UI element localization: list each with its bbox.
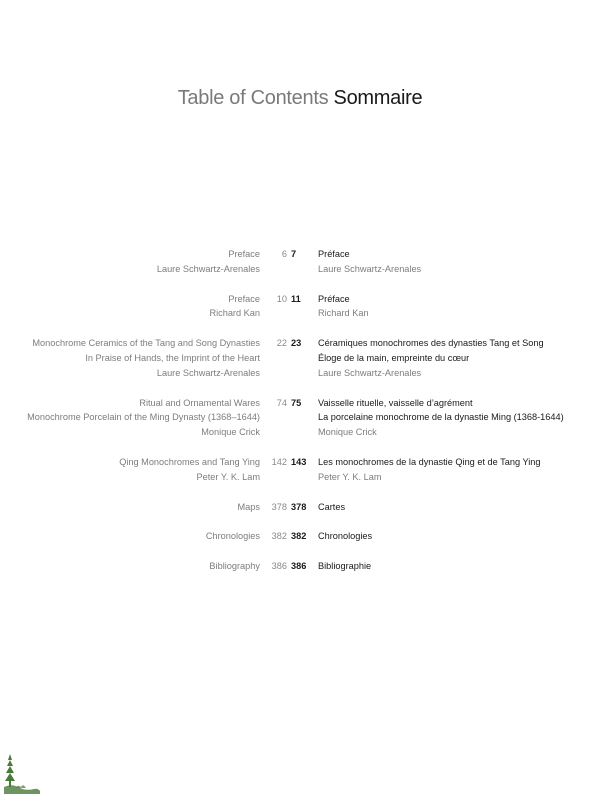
toc-entry (0, 292, 600, 322)
english-title: Preface (228, 293, 260, 304)
french-page-number: 23 (291, 338, 302, 349)
toc-entry (0, 529, 600, 544)
french-title: Céramiques monochromes des dynasties Tang et Song (318, 338, 544, 349)
toc-line (0, 425, 600, 440)
english-author: Laure Schwartz-Arenales (156, 367, 260, 378)
english-title: Monochrome Ceramics of the Tang and Song Dynasties (32, 338, 260, 349)
french-page-number: 143 (291, 456, 307, 467)
english-title: Qing Monochromes and Tang Ying (119, 456, 260, 467)
french-page-number: 7 (291, 249, 297, 259)
english-title: Monochrome Porcelain of the Ming Dynasty (1368–1644) (27, 412, 260, 423)
page-title (0, 87, 600, 110)
english-author: Monique Crick (201, 427, 260, 438)
toc-entry (0, 455, 600, 485)
toc-entry (0, 336, 600, 380)
english-page-number: 386 (271, 561, 287, 572)
french-title: Préface (318, 293, 350, 304)
english-page-number: 22 (276, 338, 287, 349)
toc-line (0, 366, 600, 381)
french-author: Peter Y. K. Lam (318, 471, 382, 482)
english-page-number: 142 (271, 456, 287, 467)
english-title: Bibliography (209, 561, 260, 572)
french-page-number: 378 (291, 501, 307, 512)
french-title: Chronologies (318, 531, 373, 542)
french-title: Les monochromes de la dynastie Qing et de Tang Ying (318, 456, 541, 467)
toc-entry (0, 247, 600, 277)
title-french: Sommaire (333, 87, 423, 109)
english-author: Laure Schwartz-Arenales (156, 263, 260, 274)
french-page-number: 382 (291, 531, 307, 542)
toc-line (0, 500, 600, 515)
french-page-number: 11 (291, 293, 301, 304)
french-author: Laure Schwartz-Arenales (318, 367, 422, 378)
title-english: Table of Contents (177, 87, 329, 109)
toc-line (0, 529, 600, 544)
toc-line (0, 410, 600, 425)
toc-line (0, 396, 600, 411)
english-author: Richard Kan (209, 308, 260, 319)
toc-line (0, 470, 600, 485)
toc-line (0, 306, 600, 321)
toc-line (0, 559, 600, 574)
english-page-number: 6 (281, 249, 287, 259)
french-author: Laure Schwartz-Arenales (318, 263, 422, 274)
toc-line (0, 455, 600, 470)
toc-entry (0, 396, 600, 440)
english-title: Preface (228, 249, 260, 259)
french-title: La porcelaine monochrome de la dynastie Ming (1368-1644) (318, 412, 564, 423)
french-title: Cartes (318, 501, 346, 512)
table-of-contents (0, 247, 600, 589)
french-author: Richard Kan (318, 308, 369, 319)
english-page-number: 378 (271, 501, 287, 512)
toc-line (0, 336, 600, 351)
french-title: Préface (318, 249, 350, 259)
french-title: Vaisselle rituelle, vaisselle d’agrément (318, 397, 473, 408)
french-page-number: 75 (291, 397, 302, 408)
english-title: Chronologies (205, 531, 260, 542)
english-author: Peter Y. K. Lam (196, 471, 260, 482)
english-page-number: 10 (276, 293, 287, 304)
toc-line (0, 262, 600, 277)
french-title: Éloge de la main, empreinte du cœur (318, 352, 470, 363)
english-page-number: 382 (271, 531, 287, 542)
toc-entry (0, 500, 600, 515)
english-page-number: 74 (276, 397, 287, 408)
toc-line (0, 351, 600, 366)
french-title: Bibliographie (318, 561, 372, 572)
pine-tree-icon (2, 752, 42, 796)
french-author: Monique Crick (318, 427, 377, 438)
french-page-number: 386 (291, 561, 307, 572)
english-title: In Praise of Hands, the Imprint of the Heart (85, 352, 260, 363)
english-title: Ritual and Ornamental Wares (139, 397, 260, 408)
toc-line (0, 247, 600, 262)
english-title: Maps (237, 501, 260, 512)
toc-line (0, 292, 600, 307)
toc-entry (0, 559, 600, 574)
